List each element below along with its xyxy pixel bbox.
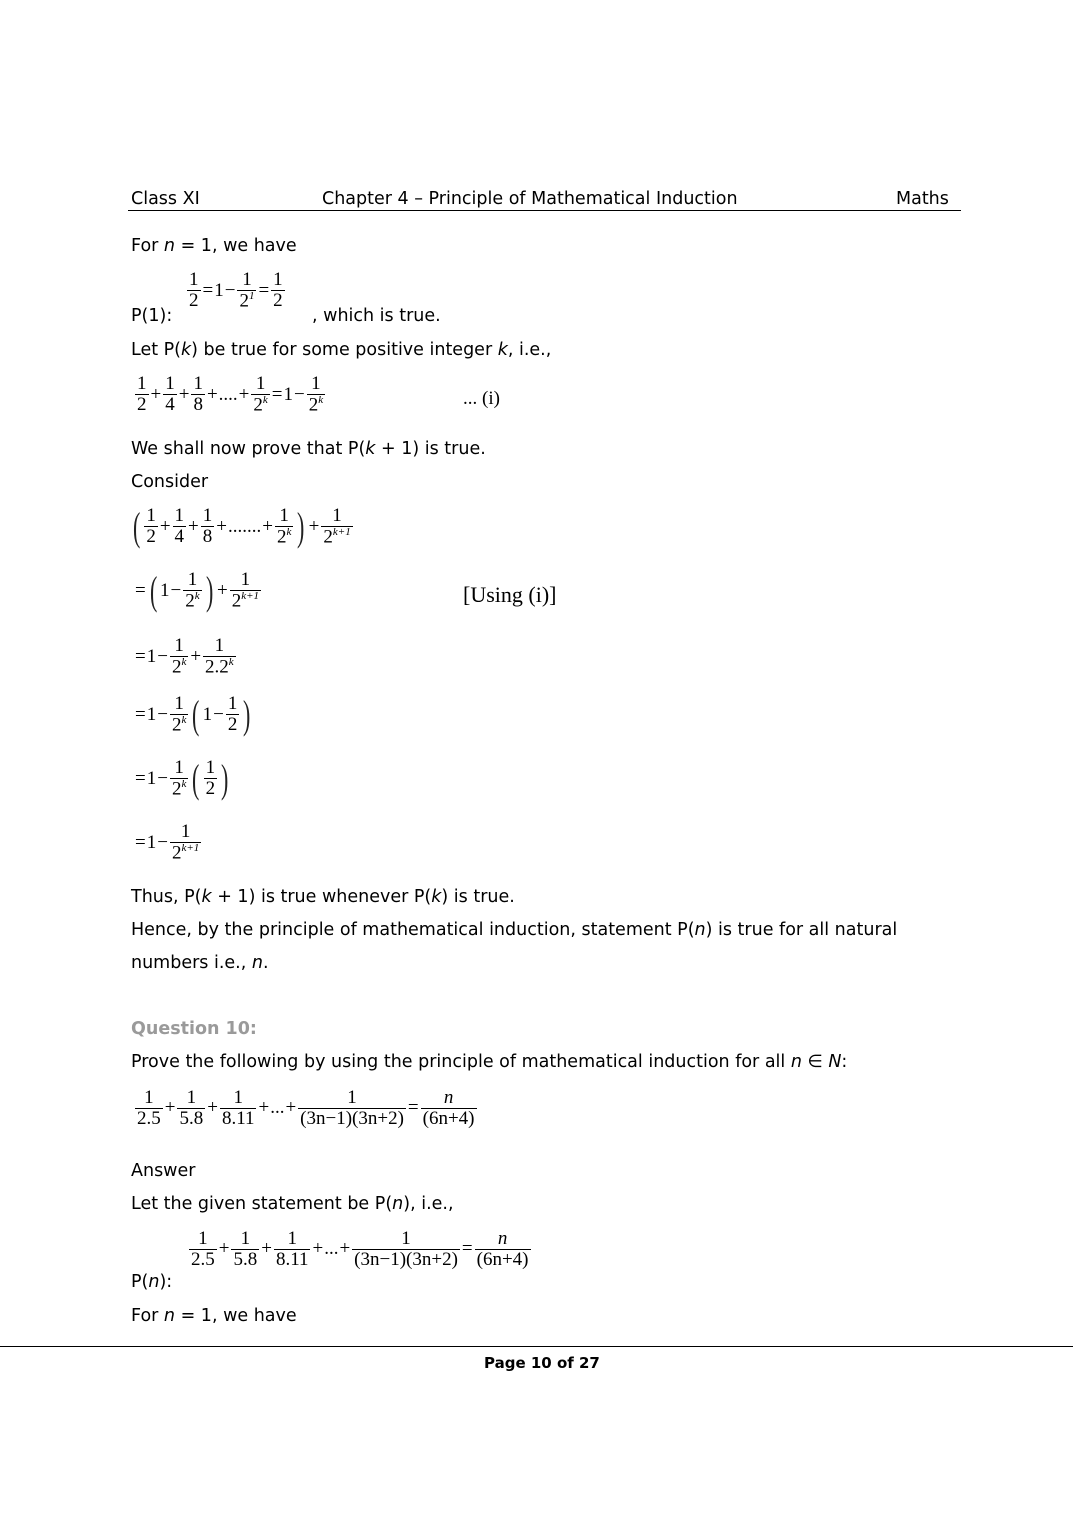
p1-equation: $\frac{1}{2}$ = 1 − $\frac{1}{2^1}$ = $\frac{1}{2}$ bbox=[189, 269, 283, 312]
page-number: Page 10 of 27 bbox=[484, 1354, 600, 1372]
footer-rule bbox=[0, 1346, 1073, 1347]
answer-label: Answer bbox=[131, 1161, 196, 1181]
proof-step-2: = ( 1 − $\frac{1}{2^k}$ ) + $\frac{1}{2^{k+1}}$ bbox=[135, 567, 260, 613]
header-class: Class XI bbox=[131, 189, 200, 209]
header-rule bbox=[128, 210, 961, 211]
pn-label: P(n): bbox=[131, 1272, 173, 1292]
text-line: Let P(k) be true for some positive integer k, i.e., bbox=[131, 340, 552, 360]
text-line: We shall now prove that P(k + 1) is true. bbox=[131, 439, 486, 459]
pn-equation: $\frac{1}{2.5}$ + $\frac{1}{5.8}$ + $\frac{1}{8.11}$ + ... + $\frac{1}{(3n-1)(3n+2)}$ = $\frac{n}{(6n+4)}$ bbox=[191, 1228, 529, 1270]
p1-label: P(1): bbox=[131, 306, 173, 326]
text-line: Thus, P(k + 1) is true whenever P(k) is true. bbox=[131, 887, 515, 907]
proof-step-1: ( $\frac{1}{2}$ + $\frac{1}{4}$ + $\frac{1}{8}$ + ....... + $\frac{1}{2^k}$ ) + $\frac{1}{2^{k+1}}$ bbox=[132, 503, 351, 549]
text-line: For n = 1, we have bbox=[131, 236, 297, 256]
p1-tail: , which is true. bbox=[312, 306, 441, 326]
proof-step-3: = 1 − $\frac{1}{2^k}$ + $\frac{1}{2.2^k}$ bbox=[135, 635, 234, 678]
text-line: Hence, by the principle of mathematical induction, statement P(n) is true for all natural bbox=[131, 920, 898, 940]
text-line: For n = 1, we have bbox=[131, 1306, 297, 1326]
proof-step-6: = 1 − $\frac{1}{2^{k+1}}$ bbox=[135, 821, 200, 864]
text-line: numbers i.e., n. bbox=[131, 953, 269, 973]
text-line: Consider bbox=[131, 472, 209, 492]
equation-i: $\frac{1}{2}$ + $\frac{1}{4}$ + $\frac{1}{8}$ + .... + $\frac{1}{2^k}$ = 1 − $\frac{1}{2^k}$ bbox=[137, 373, 324, 416]
text-line: Let the given statement be P(n), i.e., bbox=[131, 1194, 454, 1214]
header-subject: Maths bbox=[896, 189, 949, 209]
using-note: [Using (i)] bbox=[463, 582, 557, 607]
question-equation: $\frac{1}{2.5}$ + $\frac{1}{5.8}$ + $\frac{1}{8.11}$ + ... + $\frac{1}{(3n-1)(3n+2)}$ = $\frac{n}{(6n+4)}$ bbox=[137, 1087, 475, 1129]
proof-step-5: = 1 − $\frac{1}{2^k}$ ( $\frac{1}{2}$ ) bbox=[135, 755, 229, 801]
question-text: Prove the following by using the principle of mathematical induction for all n ∈ N: bbox=[131, 1052, 848, 1072]
question-label: Question 10: bbox=[131, 1019, 257, 1039]
header-chapter: Chapter 4 – Principle of Mathematical Induction bbox=[322, 189, 738, 209]
proof-step-4: = 1 − $\frac{1}{2^k}$ ( 1 − $\frac{1}{2}$ ) bbox=[135, 691, 251, 737]
equation-tag: ... (i) bbox=[463, 388, 500, 409]
